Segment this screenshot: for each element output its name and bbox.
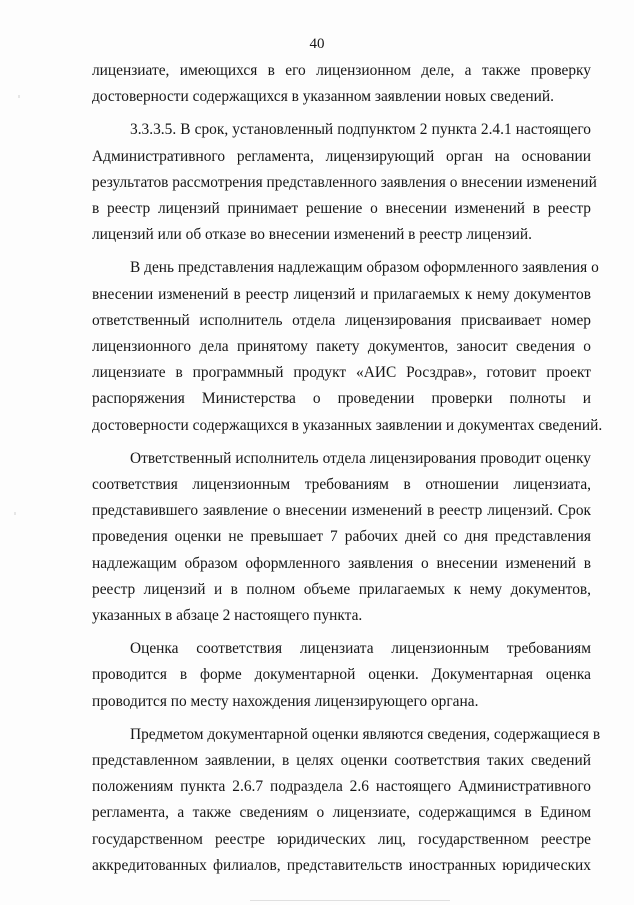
paragraph-line: В день представления надлежащим образом оформленного заявления о <box>130 259 599 277</box>
paragraph-line: проводится по месту нахождения лицензирующего органа. <box>92 692 479 710</box>
paragraph-line: лицензиате в программный продукт «АИС Росздрав», готовит проект <box>92 364 591 382</box>
paragraph-line: положениям пункта 2.6.7 подраздела 2.6 настоящего Административного <box>92 778 591 796</box>
paragraph <box>92 255 603 438</box>
paragraph-line: распоряжения Министерства о проведении проверки полноты и <box>92 390 591 408</box>
paragraph <box>92 446 591 629</box>
paragraph-line: проведения оценки не превышает 7 рабочих дней со дня представления <box>92 528 591 546</box>
page-number: 40 <box>309 36 325 52</box>
paragraph <box>92 117 597 248</box>
paragraph <box>92 722 601 879</box>
paragraph-line: реестр лицензий и в полном объеме прилагаемых к нему документов, <box>92 580 591 598</box>
paragraph-line: достоверности содержащихся в указанном заявлении новых сведений. <box>92 88 554 106</box>
paragraph-line: представившего заявление о внесении изменений в реестр лицензий. Срок <box>92 502 591 520</box>
paragraph-line: лицензий или об отказе во внесении изменений в реестр лицензий. <box>92 226 532 244</box>
paragraph-line: лицензионного дела принятому пакету документов, заносит сведения о <box>92 338 591 356</box>
paragraph-line: Оценка соответствия лицензиата лицензионным требованиям <box>130 640 591 658</box>
paragraph-line: регламента, а также сведениям о лицензиате, содержащимся в Едином <box>92 804 591 822</box>
paragraph-line: внесении изменений в реестр лицензий и прилагаемых к нему документов <box>92 285 591 303</box>
scan-bottom-edge <box>250 900 450 901</box>
paragraph-line: государственном реестре юридических лиц, государственном реестре <box>92 830 591 848</box>
paragraph-line: в реестр лицензий принимает решение о внесении изменений в реестр <box>92 200 591 218</box>
scan-artifact-mark <box>18 95 20 98</box>
paragraph-line: соответствия лицензионным требованиям в отношении лицензиата, <box>92 476 591 494</box>
paragraph-line: Административного регламента, лицензирующий орган на основании <box>92 147 591 165</box>
scan-artifact-mark <box>14 512 16 515</box>
paragraph <box>92 58 591 110</box>
paragraph <box>92 636 591 715</box>
paragraph-line: Предметом документарной оценки являются сведения, содержащиеся в <box>130 725 601 743</box>
paragraph-line: надлежащим образом оформленного заявления о внесении изменений в <box>92 554 591 572</box>
document-body <box>92 58 603 879</box>
paragraph-line: результатов рассмотрения представленного заявления о внесении изменений <box>92 173 597 191</box>
paragraph-line: Ответственный исполнитель отдела лицензирования проводит оценку <box>130 449 591 467</box>
paragraph-line: проводится в форме документарной оценки. Документарная оценка <box>92 666 591 684</box>
paragraph-line: лицензиате, имеющихся в его лицензионном деле, а также проверку <box>92 62 591 79</box>
paragraph-line: достоверности содержащихся в указанных заявлении и документах сведений. <box>92 416 603 434</box>
paragraph-line: ответственный исполнитель отдела лицензирования присваивает номер <box>92 311 591 329</box>
paragraph-line: 3.3.3.5. В срок, установленный подпунктом 2 пункта 2.4.1 настоящего <box>130 121 591 139</box>
paragraph-line: аккредитованных филиалов, представительств иностранных юридических <box>92 856 591 874</box>
paragraph-line: указанных в абзаце 2 настоящего пункта. <box>92 607 363 625</box>
paragraph-line: представленном заявлении, в целях оценки соответствия таких сведений <box>92 752 591 770</box>
